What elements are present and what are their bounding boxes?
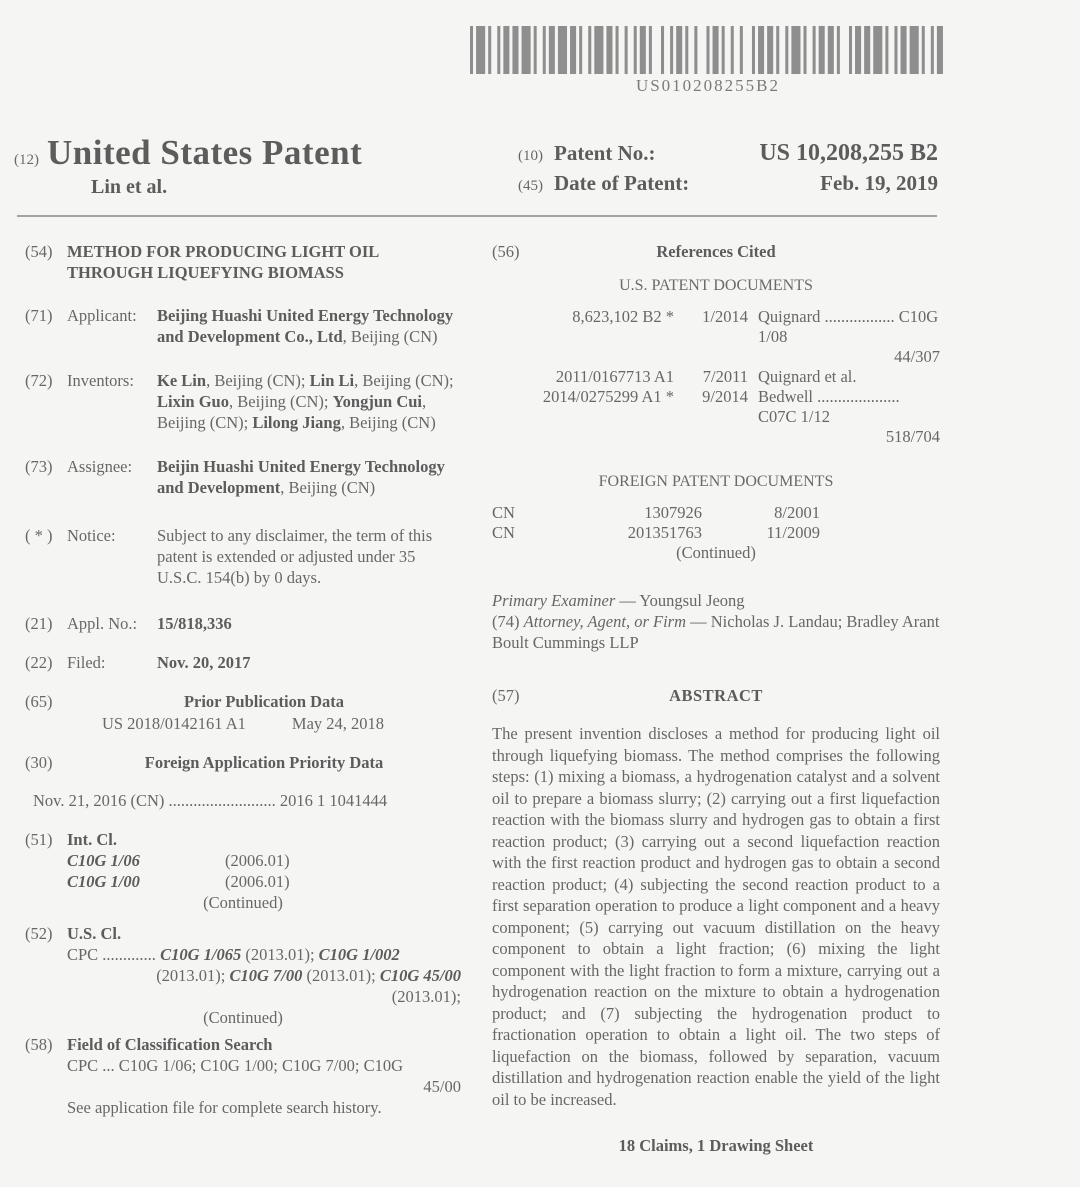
references-cited-section xyxy=(492,241,940,262)
int-cl-continued: (Continued) xyxy=(203,892,283,912)
right-column xyxy=(492,241,940,1156)
primary-examiner-line: Primary Examiner — Youngsul Jeong xyxy=(492,591,745,610)
assignee-label: Assignee: xyxy=(67,457,133,476)
int-cl-version: (2006.01) xyxy=(225,871,290,891)
abstract-heading: ABSTRACT xyxy=(669,686,763,705)
inventors-label: Inventors: xyxy=(67,371,134,390)
patent-no-tag: (10) xyxy=(518,148,543,164)
us-patent-documents-table xyxy=(492,307,940,447)
references-cited-heading: References Cited xyxy=(656,242,776,261)
section-tag-30: (30) xyxy=(25,752,53,772)
section-tag-22: (22) xyxy=(25,653,53,672)
prior-publication-section xyxy=(25,691,461,734)
section-tag-51: (51) xyxy=(25,829,53,849)
table-row xyxy=(492,503,940,523)
ref-date: 7/2011 xyxy=(702,367,748,386)
foreign-date: 11/2009 xyxy=(766,523,820,542)
us-patent-documents-heading: U.S. PATENT DOCUMENTS xyxy=(619,277,813,294)
us-cl-cpc-line2: (2013.01); C10G 7/00 (2013.01); C10G 45/00 xyxy=(156,965,461,985)
section-tag-72: (72) xyxy=(25,371,53,390)
invention-title: METHOD FOR PRODUCING LIGHT OIL THROUGH LIQUEFYING BIOMASS xyxy=(67,242,379,282)
field-search-cpc: CPC ... C10G 1/06; C10G 1/00; C10G 7/00; C10G xyxy=(67,1055,404,1075)
header-divider xyxy=(17,215,937,217)
section-tag-71: (71) xyxy=(25,306,53,325)
inventors-section xyxy=(25,370,461,433)
table-row xyxy=(492,387,940,427)
patent-date-row xyxy=(518,171,938,196)
patent-date-tag: (45) xyxy=(518,178,543,194)
field-search-cpc-cont: 45/00 xyxy=(423,1076,461,1096)
table-row xyxy=(492,307,940,347)
assignee-value: Beijin Huashi United Energy Technology and Development, Beijing (CN) xyxy=(157,457,445,497)
ref-date: 1/2014 xyxy=(702,307,748,326)
inventors-value: Ke Lin, Beijing (CN); Lin Li, Beijing (CN); Lixin Guo, Beijing (CN); Yongjun Cui, Beijing (CN); Lilong Jiang, Beijing (CN) xyxy=(157,371,454,432)
int-cl-section xyxy=(25,829,461,913)
abstract-text: The present invention discloses a method for producing light oil through liquefying biomass. The method comprises the following steps: (1) mixing a biomass, a hydrogenation catalyst and a solvent oil to prepare a biomass slurry; (2) carrying out a first liquefaction reaction with the biomass slurry and hydrogen gas to obtain a first reaction product; (3) carrying out a second liquefaction reaction with the first reaction product and hydrogen gas to obtain a second reaction product; (4) subjecting the second reaction product to a first separation operation to produce a light component and a heavy component; (5) carrying out vacuum distillation on the heavy component to obtain a light fraction; (6) mixing the light component with the light fraction to form a mixture, carrying out a hydrogenation reaction on the mixture to obtain a hydrogenation product; and (7) subjecting the hydrogenation product to fractionation operation to obtain a light oil. The two steps of liquefaction on the biomass, followed by separation, vacuum distillation and hydrogenation reaction enable the yield of the light oil to be increased. xyxy=(492,724,940,1109)
table-row xyxy=(492,523,940,543)
claims-drawing-line: 18 Claims, 1 Drawing Sheet xyxy=(618,1136,814,1155)
patent-no-value: US 10,208,255 B2 xyxy=(759,140,938,166)
section-tag-73: (73) xyxy=(25,457,53,476)
int-cl-entry xyxy=(25,850,461,871)
patent-date-value: Feb. 19, 2019 xyxy=(820,171,938,195)
ref-class-continued: 518/704 xyxy=(885,427,940,446)
patent-date-label: Date of Patent: xyxy=(554,171,690,195)
section-tag-58: (58) xyxy=(25,1034,53,1054)
section-tag-56: (56) xyxy=(492,242,520,261)
patent-no-label: Patent No.: xyxy=(554,141,656,165)
foreign-patent-documents-heading: FOREIGN PATENT DOCUMENTS xyxy=(598,473,834,490)
us-cl-continued: (Continued) xyxy=(203,1007,283,1027)
page-title: United States Patent xyxy=(47,133,363,172)
ref-number: 2014/0275299 A1 * xyxy=(542,387,674,406)
foreign-date: 8/2001 xyxy=(774,503,820,522)
byline: Lin et al. xyxy=(91,176,168,198)
foreign-patent-documents-table xyxy=(492,503,940,563)
foreign-country: CN xyxy=(492,503,515,522)
ref-class-continued: 44/307 xyxy=(894,347,940,366)
ref-number: 2011/0167713 A1 xyxy=(555,367,674,386)
appl-no-section xyxy=(25,613,461,634)
foreign-priority-heading: Foreign Application Priority Data xyxy=(144,752,384,772)
barcode xyxy=(470,26,946,96)
invention-title-section xyxy=(25,241,461,283)
left-column xyxy=(25,241,461,1118)
section-tag-54: (54) xyxy=(25,242,53,261)
appl-no-label: Appl. No.: xyxy=(67,614,138,633)
examiner-block xyxy=(492,590,940,653)
us-cl-cpc-line1: CPC ............. C10G 1/065 (2013.01); C10G 1/002 xyxy=(67,944,400,964)
assignee-section xyxy=(25,456,461,498)
applicant-value: Beijing Huashi United Energy Technology and Development Co., Ltd, Beijing (CN) xyxy=(157,306,454,346)
prior-publication-heading: Prior Publication Data xyxy=(183,692,345,711)
foreign-number: 201351763 xyxy=(627,523,702,542)
filed-label: Filed: xyxy=(67,653,106,672)
us-cl-heading: U.S. Cl. xyxy=(67,923,122,943)
table-row xyxy=(492,367,940,387)
notice-section xyxy=(25,525,461,588)
section-tag-notice: ( * ) xyxy=(25,526,53,545)
applicant-label: Applicant: xyxy=(67,306,137,325)
filed-value: Nov. 20, 2017 xyxy=(157,653,251,672)
foreign-number: 1307926 xyxy=(644,503,702,522)
field-search-note: See application file for complete search history. xyxy=(67,1097,382,1117)
us-cl-cpc-line3: (2013.01); xyxy=(391,986,461,1006)
prior-publication-number: US 2018/0142161 A1 xyxy=(101,713,246,733)
foreign-priority-entry: Nov. 21, 2016 (CN) .......................... 2016 1 1041444 xyxy=(33,790,388,810)
foreign-priority-section xyxy=(25,752,461,811)
section-tag-52: (52) xyxy=(25,923,53,943)
section-tag-21: (21) xyxy=(25,614,53,633)
ref-date: 9/2014 xyxy=(702,387,748,406)
abstract-heading-row xyxy=(492,685,940,706)
section-tag-65: (65) xyxy=(25,692,53,711)
notice-text: Subject to any disclaimer, the term of this patent is extended or adjusted under 35 U.S.C. 154(b) by 0 days. xyxy=(157,526,433,587)
patent-number-row xyxy=(518,140,938,167)
field-search-section xyxy=(25,1034,461,1118)
barcode-bars-icon xyxy=(470,26,946,74)
us-cl-section xyxy=(25,923,461,1028)
applicant-section xyxy=(25,305,461,347)
field-search-heading: Field of Classification Search xyxy=(67,1034,273,1054)
int-cl-heading: Int. Cl. xyxy=(67,829,117,849)
kind-code-tag: (12) xyxy=(14,152,39,168)
ref-citation: Bedwell .................... C07C 1/12 xyxy=(758,387,900,426)
patent-meta xyxy=(518,140,938,200)
appl-no-value: 15/818,336 xyxy=(157,614,232,633)
filed-section xyxy=(25,652,461,673)
foreign-country: CN xyxy=(492,523,515,542)
int-cl-class: C10G 1/00 xyxy=(67,871,140,891)
masthead xyxy=(14,133,362,199)
prior-publication-date: May 24, 2018 xyxy=(291,713,385,733)
int-cl-version: (2006.01) xyxy=(225,850,290,870)
attorney-line: (74) Attorney, Agent, or Firm — Nicholas J. Landau; Bradley Arant Boult Cummings LLP xyxy=(492,612,940,652)
ref-citation: Quignard ................. C10G 1/08 xyxy=(758,307,939,346)
ref-number: 8,623,102 B2 * xyxy=(572,307,674,326)
section-tag-57: (57) xyxy=(492,686,520,705)
int-cl-class: C10G 1/06 xyxy=(67,850,140,870)
notice-label: Notice: xyxy=(67,526,116,545)
barcode-caption: US010208255B2 xyxy=(635,76,781,95)
int-cl-entry xyxy=(25,871,461,892)
ref-citation: Quignard et al. xyxy=(758,367,857,386)
foreign-docs-continued: (Continued) xyxy=(676,543,756,562)
